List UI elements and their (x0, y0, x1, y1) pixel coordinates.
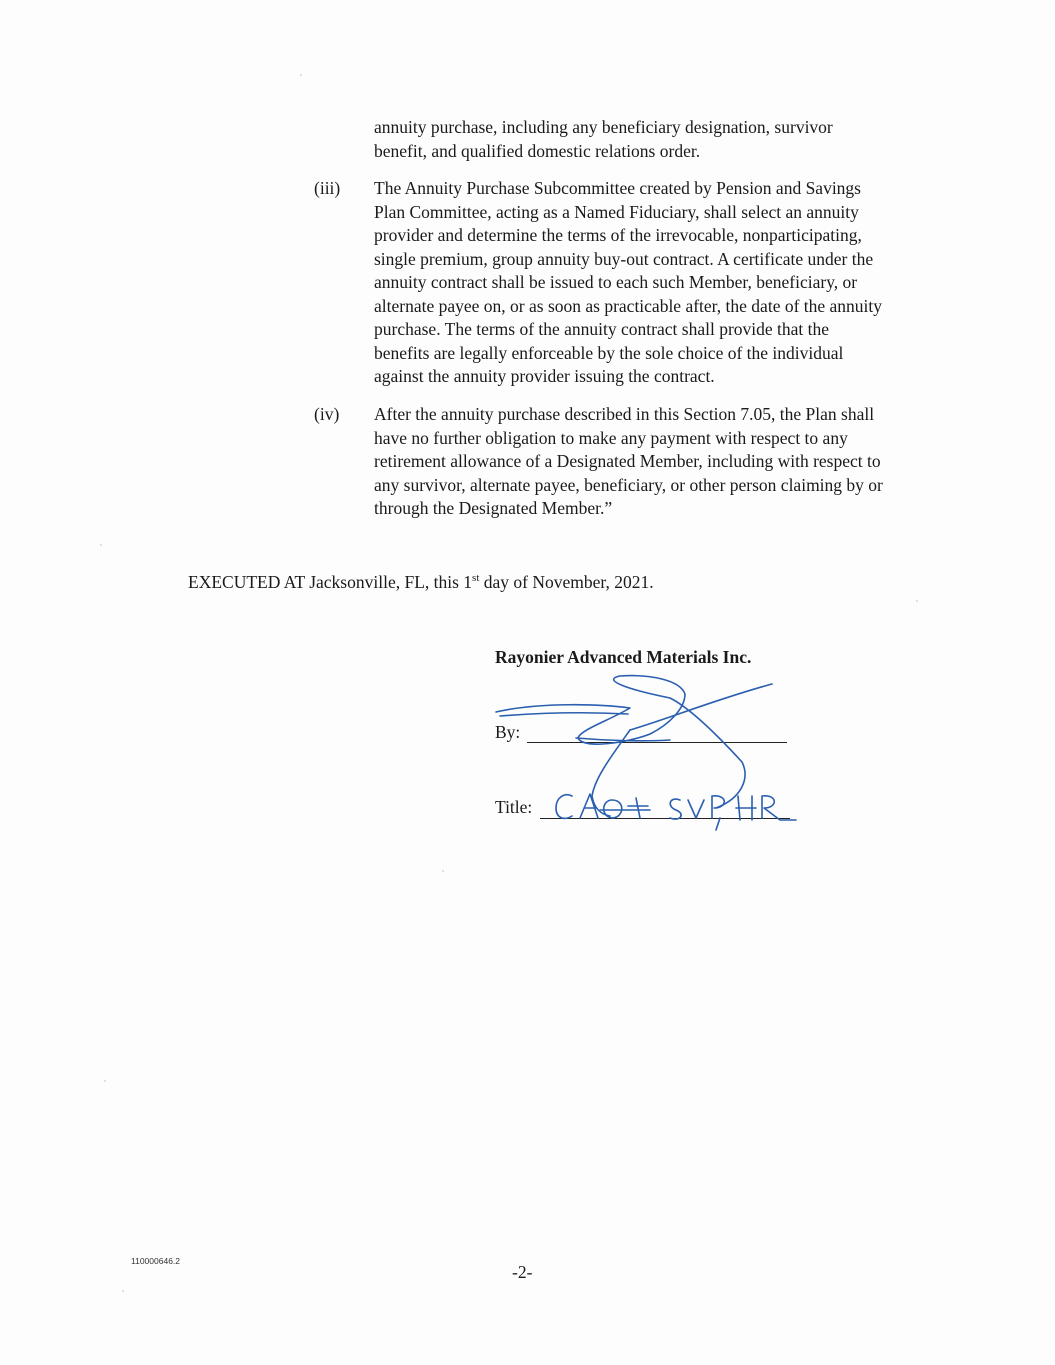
text-line: against the annuity provider issuing the contract. (374, 366, 715, 386)
text-line: any survivor, alternate payee, beneficiary, or other person claiming by or (374, 474, 883, 495)
document-id: 110000646.2 (131, 1256, 181, 1266)
company-name: Rayonier Advanced Materials Inc. (495, 647, 752, 667)
text-line: have no further obligation to make any payment with respect to any (374, 427, 848, 448)
item-marker-iii: (iii) (314, 178, 341, 198)
text-line: through the Designated Member.” (374, 498, 613, 518)
page-number: -2- (512, 1262, 533, 1282)
text-line: provider and determine the terms of the irrevocable, nonparticipating, (374, 225, 862, 245)
title-label: Title: (495, 797, 533, 817)
item-iii-paragraph (374, 177, 882, 389)
text-line: retirement allowance of a Designated Member, including with respect to (374, 451, 881, 471)
scan-speck (442, 870, 444, 872)
text-line: After the annuity purchase described in this Section 7.05, the Plan shall (374, 404, 875, 424)
text-line: Plan Committee, acting as a Named Fiduciary, shall select an annuity (374, 201, 859, 222)
execution-suffix: day of November, 2021. (479, 572, 654, 592)
text-line: annuity contract shall be issued to each such Member, beneficiary, or (374, 272, 858, 292)
scan-speck (916, 600, 918, 602)
item-iv-paragraph (374, 403, 883, 521)
scan-speck (104, 1080, 106, 1082)
scan-speck (100, 544, 102, 546)
continuation-paragraph (374, 116, 833, 163)
text-line: single premium, group annuity buy-out contract. A certificate under the (374, 248, 874, 269)
handwritten-signature (480, 668, 810, 838)
text-line: The Annuity Purchase Subcommittee created by Pension and Savings (374, 178, 861, 198)
by-label: By: (495, 722, 521, 742)
text-line: benefits are legally enforceable by the sole choice of the individual (374, 342, 844, 363)
execution-prefix: EXECUTED AT Jacksonville, FL, this 1 (188, 572, 473, 592)
scan-speck (122, 1290, 124, 1292)
text-line: benefit, and qualified domestic relations order. (374, 140, 701, 161)
execution-ordinal: st (472, 572, 480, 584)
execution-statement (188, 570, 654, 594)
text-line: annuity purchase, including any beneficiary designation, survivor (374, 117, 833, 137)
text-line: alternate payee on, or as soon as practicable after, the date of the annuity (374, 295, 883, 316)
scan-speck (300, 74, 302, 76)
item-marker-iv: (iv) (314, 404, 340, 424)
text-line: purchase. The terms of the annuity contract shall provide that the (374, 319, 830, 339)
